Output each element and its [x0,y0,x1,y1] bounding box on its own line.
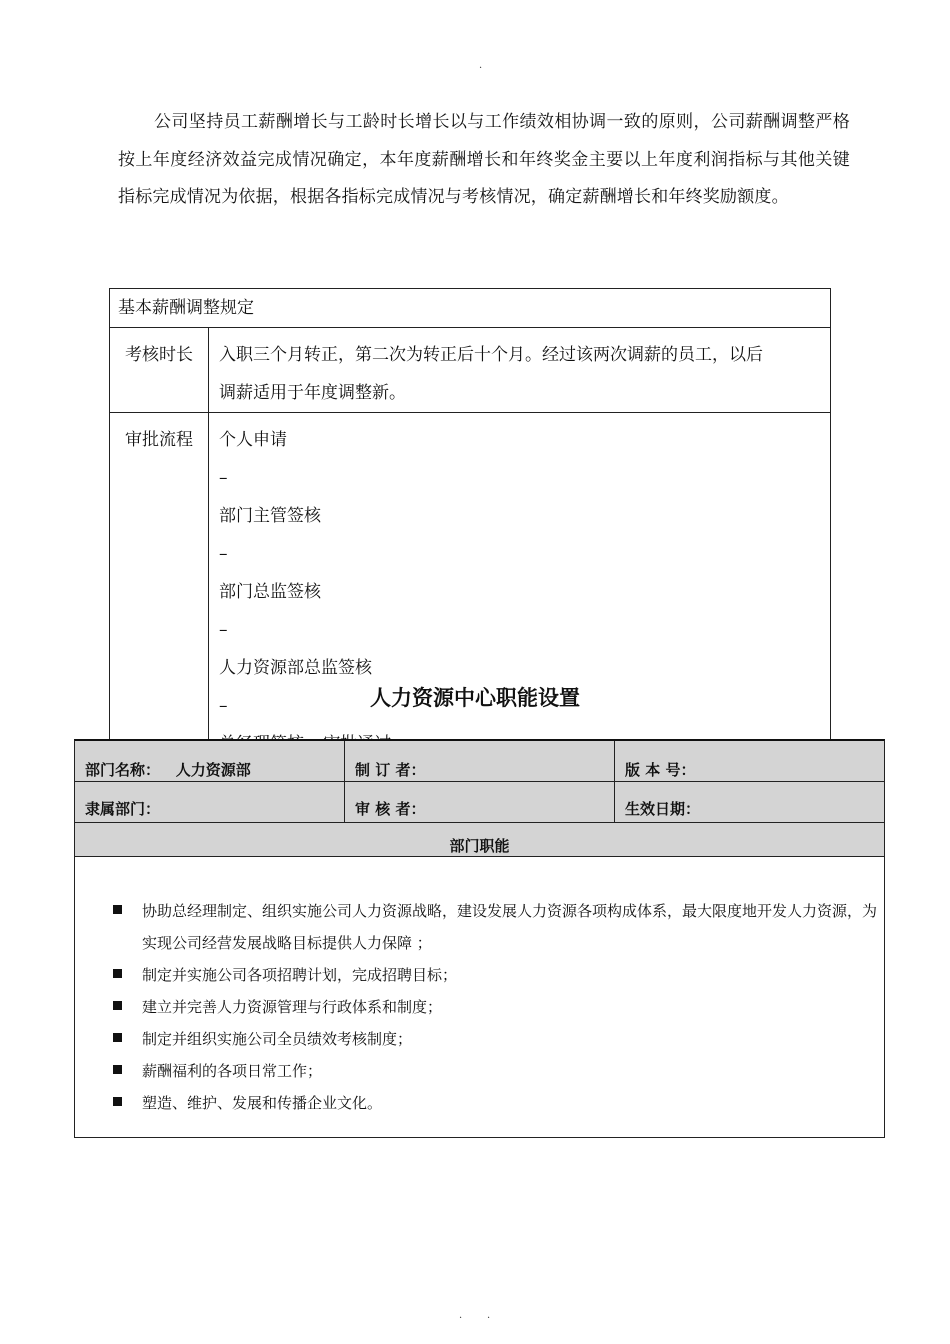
effective-date-label: 生效日期： [625,800,701,818]
effective-date-cell [615,782,884,822]
duties-list [75,857,884,1119]
flow-arrow: – [219,468,228,488]
intro-paragraph: 公司坚持员工薪酬增长与工龄时长增长以与工作绩效相协调一致的原则，公司薪酬调整严格按上年度经济效益完成情况确定，本年度薪酬增长和年终奖金主要以上年度利润指标与其他关键指标完成情况为依据，根据各指标完成情况与考核情况，确定薪酬增长和年终奖励额度。 [118,112,850,207]
reviewer-label: 审 核 者： [355,800,426,818]
flow-arrow: – [219,544,228,564]
square-bullet-icon [113,1001,122,1010]
square-bullet-icon [113,1065,122,1074]
row-label-text: 审批流程 [125,430,193,450]
table-title: 基本薪酬调整规定 [110,289,831,328]
version-cell [615,741,884,781]
author-cell [345,741,615,781]
flow-arrow: – [219,620,228,640]
list-item [113,1087,884,1119]
square-bullet-icon [113,1097,122,1106]
duty-text: 制定并实施公司各项招聘计划，完成招聘目标； [142,966,458,984]
row-content-line: 调薪适用于年度调整新。 [219,383,406,403]
parent-dept-label: 隶属部门： [85,800,161,818]
table-header-row [110,289,831,328]
department-function-form [74,739,885,1138]
row-label [110,328,209,413]
row-content-line: 入职三个月转正，第二次为转正后十个月。经过该两次调薪的员工，以后 [219,345,763,365]
flow-step: 个人申请 [219,430,287,450]
info-row [75,741,884,782]
page-mark-bottom: · [459,1313,463,1324]
dept-name-cell [75,741,345,781]
square-bullet-icon [113,969,122,978]
duty-text: 协助总经理制定、组织实施公司人力资源战略，建设发展人力资源各项构成体系，最大限度地开发人力资源，为实现公司经营发展战略目标提供人力保障 ； [142,902,878,952]
author-label: 制 订 者： [355,761,426,779]
list-item [113,959,884,991]
dept-name-label: 部门名称： [85,761,161,779]
section-title: 人力资源中心职能设置 [370,686,580,710]
list-item [113,1055,884,1087]
flow-arrow: – [219,696,228,716]
functions-header: 部门职能 [75,823,884,857]
square-bullet-icon [113,1033,122,1042]
duty-text: 塑造、维护、发展和传播企业文化。 [142,1094,383,1112]
version-label: 版 本 号： [625,761,696,779]
parent-dept-cell [75,782,345,822]
duty-text: 建立并完善人力资源管理与行政体系和制度； [142,998,443,1016]
row-label-text: 考核时长 [125,345,193,365]
duty-text: 薪酬福利的各项日常工作； [142,1062,323,1080]
duty-text: 制定并组织实施公司全员绩效考核制度； [142,1030,413,1048]
page-mark-bottom: · [487,1313,491,1324]
row-content [209,328,831,413]
flow-step: 部门总监签核 [219,582,321,602]
info-row [75,782,884,823]
square-bullet-icon [113,905,122,914]
reviewer-cell [345,782,615,822]
table-row [110,328,831,413]
list-item [113,991,884,1023]
list-item [113,895,884,959]
page-mark-top: · [479,63,483,74]
list-item [113,1023,884,1055]
flow-step: 人力资源部总监签核 [219,658,372,678]
approval-flow-line [219,421,820,725]
flow-step: 部门主管签核 [219,506,321,526]
dept-name-value: 人力资源部 [175,761,251,779]
